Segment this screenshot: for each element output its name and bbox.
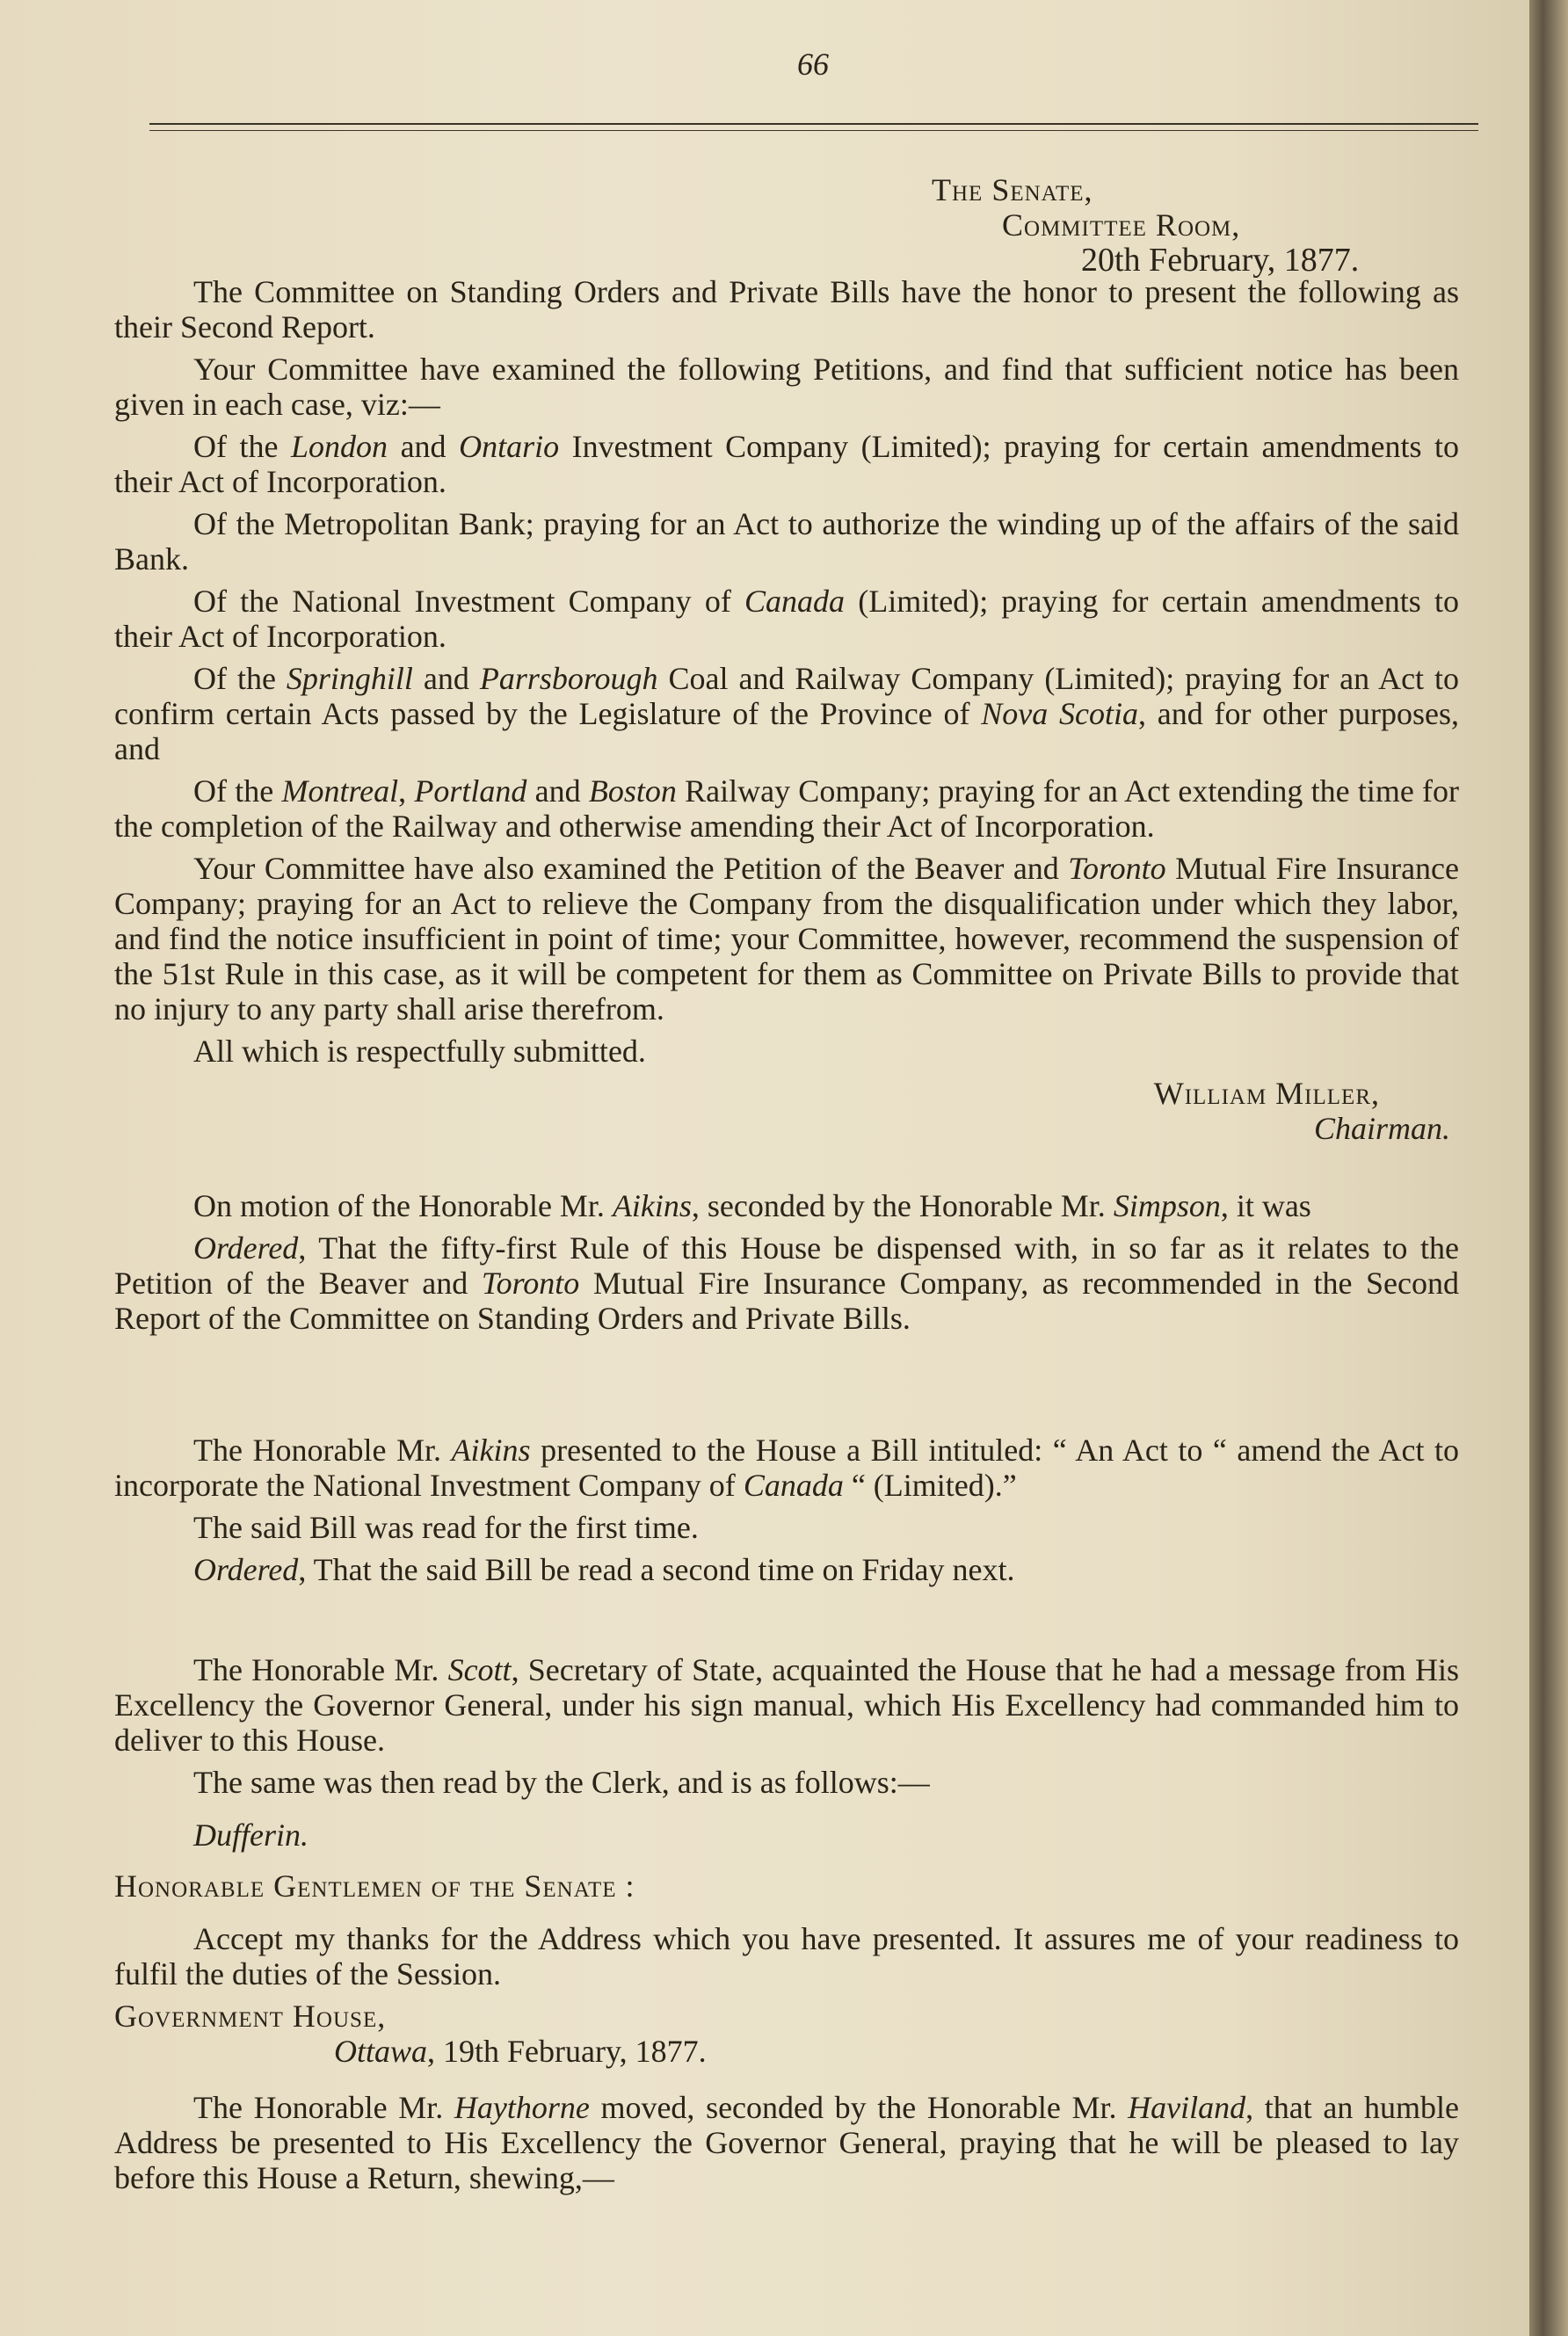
message-place-date: Ottawa, 19th February, 1877.	[334, 2034, 707, 2069]
scott-acquainted: The Honorable Mr. Scott, Secretary of State, acquainted the House that he had a message from His Excellency the Governor General, under his sign manual, which His Excellency had commanded him to deliver to this House.	[114, 1652, 1459, 1758]
heading-senate: The Senate,	[932, 172, 1093, 207]
petition-london-ontario: Of the London and Ontario Investment Company (Limited); praying for certain amendments to their Act of Incorporation.	[114, 429, 1460, 499]
heading-committee-room: Committee Room,	[1002, 207, 1241, 243]
bill-section	[114, 1433, 1459, 1594]
ordered-rule-dispensed: Ordered, That the fifty-first Rule of this House be dispensed with, in so far as it relates to the Petition of the Beaver and Toronto Mutual Fire Insurance Company, as recommended in the Second Report of the Committee on Standing Orders and Private Bills.	[114, 1230, 1460, 1336]
signed-dufferin: Dufferin.	[193, 1817, 309, 1853]
petition-montreal-portland: Of the Montreal, Portland and Boston Railway Company; praying for an Act extending the time for the completion of the Railway and otherwise amending their Act of Incorporation.	[114, 773, 1460, 844]
read-by-clerk: The same was then read by the Clerk, and is as follows:—	[193, 1765, 930, 1800]
motion-section	[114, 1188, 1459, 1343]
report-petitions-intro: Your Committee have examined the following Petitions, and find that sufficient notice has been given in each case, viz:—	[114, 352, 1459, 422]
message-salutation: Honorable Gentlemen of the Senate :	[114, 1868, 635, 1904]
signature-name: William Miller,	[1153, 1076, 1380, 1111]
petition-national-investment: Of the National Investment Company of Canada (Limited); praying for certain amendments to their Act of Incorporation.	[114, 584, 1460, 654]
binding-gutter	[1529, 0, 1568, 2336]
petition-beaver-toronto: Your Committee have also examined the Petition of the Beaver and Toronto Mutual Fire Insurance Company; praying for an Act to relieve the Company from the disqualification under which they labor, and find the notice insufficient in point of time; your Committee, however, recommend the suspension of the 51st Rule in this case, as it will be competent for them as Committee on Private Bills to provide that no injury to any party shall arise therefrom.	[114, 851, 1459, 1027]
motion-aikins: On motion of the Honorable Mr. Aikins, seconded by the Honorable Mr. Simpson, it was	[193, 1188, 1311, 1223]
signature-title: Chairman.	[1313, 1111, 1450, 1146]
report-submitted: All which is respectfully submitted.	[193, 1034, 646, 1069]
petition-metropolitan-bank: Of the Metropolitan Bank; praying for an Act to authorize the winding up of the affairs of the said Bank.	[114, 506, 1459, 577]
page-number: 66	[797, 47, 829, 82]
report-heading	[114, 172, 1459, 278]
header-rule	[149, 123, 1478, 125]
bill-presented: The Honorable Mr. Aikins presented to the House a Bill intituled: “ An Act to “ amend the Act to incorporate the National Investment Company of Canada “ (Limited).”	[114, 1433, 1459, 1503]
report-intro: The Committee on Standing Orders and Private Bills have the honor to present the following as their Second Report.	[114, 274, 1459, 345]
haythorne-motion: The Honorable Mr. Haythorne moved, seconded by the Honorable Mr. Haviland, that an humble Address be presented to His Excellency the Governor General, praying that he will be pleased to lay before this House a Return, shewing,—	[114, 2090, 1459, 2195]
header-rule-thin	[149, 130, 1478, 131]
report-body	[114, 274, 1459, 1146]
government-house: Government House,	[114, 1999, 387, 2034]
message-text: Accept my thanks for the Address which you have presented. It assures me of your readiness to fulfil the duties of the Session.	[114, 1921, 1459, 1991]
bill-first-reading: The said Bill was read for the first time.	[193, 1510, 699, 1545]
heading-date: 20th February, 1877.	[1081, 242, 1360, 279]
message-section	[114, 1652, 1459, 2202]
petition-springhill: Of the Springhill and Parrsborough Coal and Railway Company (Limited); praying for an Act to confirm certain Acts passed by the Legislature of the Province of Nova Scotia, and for other purposes, and	[114, 661, 1460, 766]
ordered-second-reading: Ordered, That the said Bill be read a second time on Friday next.	[193, 1552, 1015, 1587]
